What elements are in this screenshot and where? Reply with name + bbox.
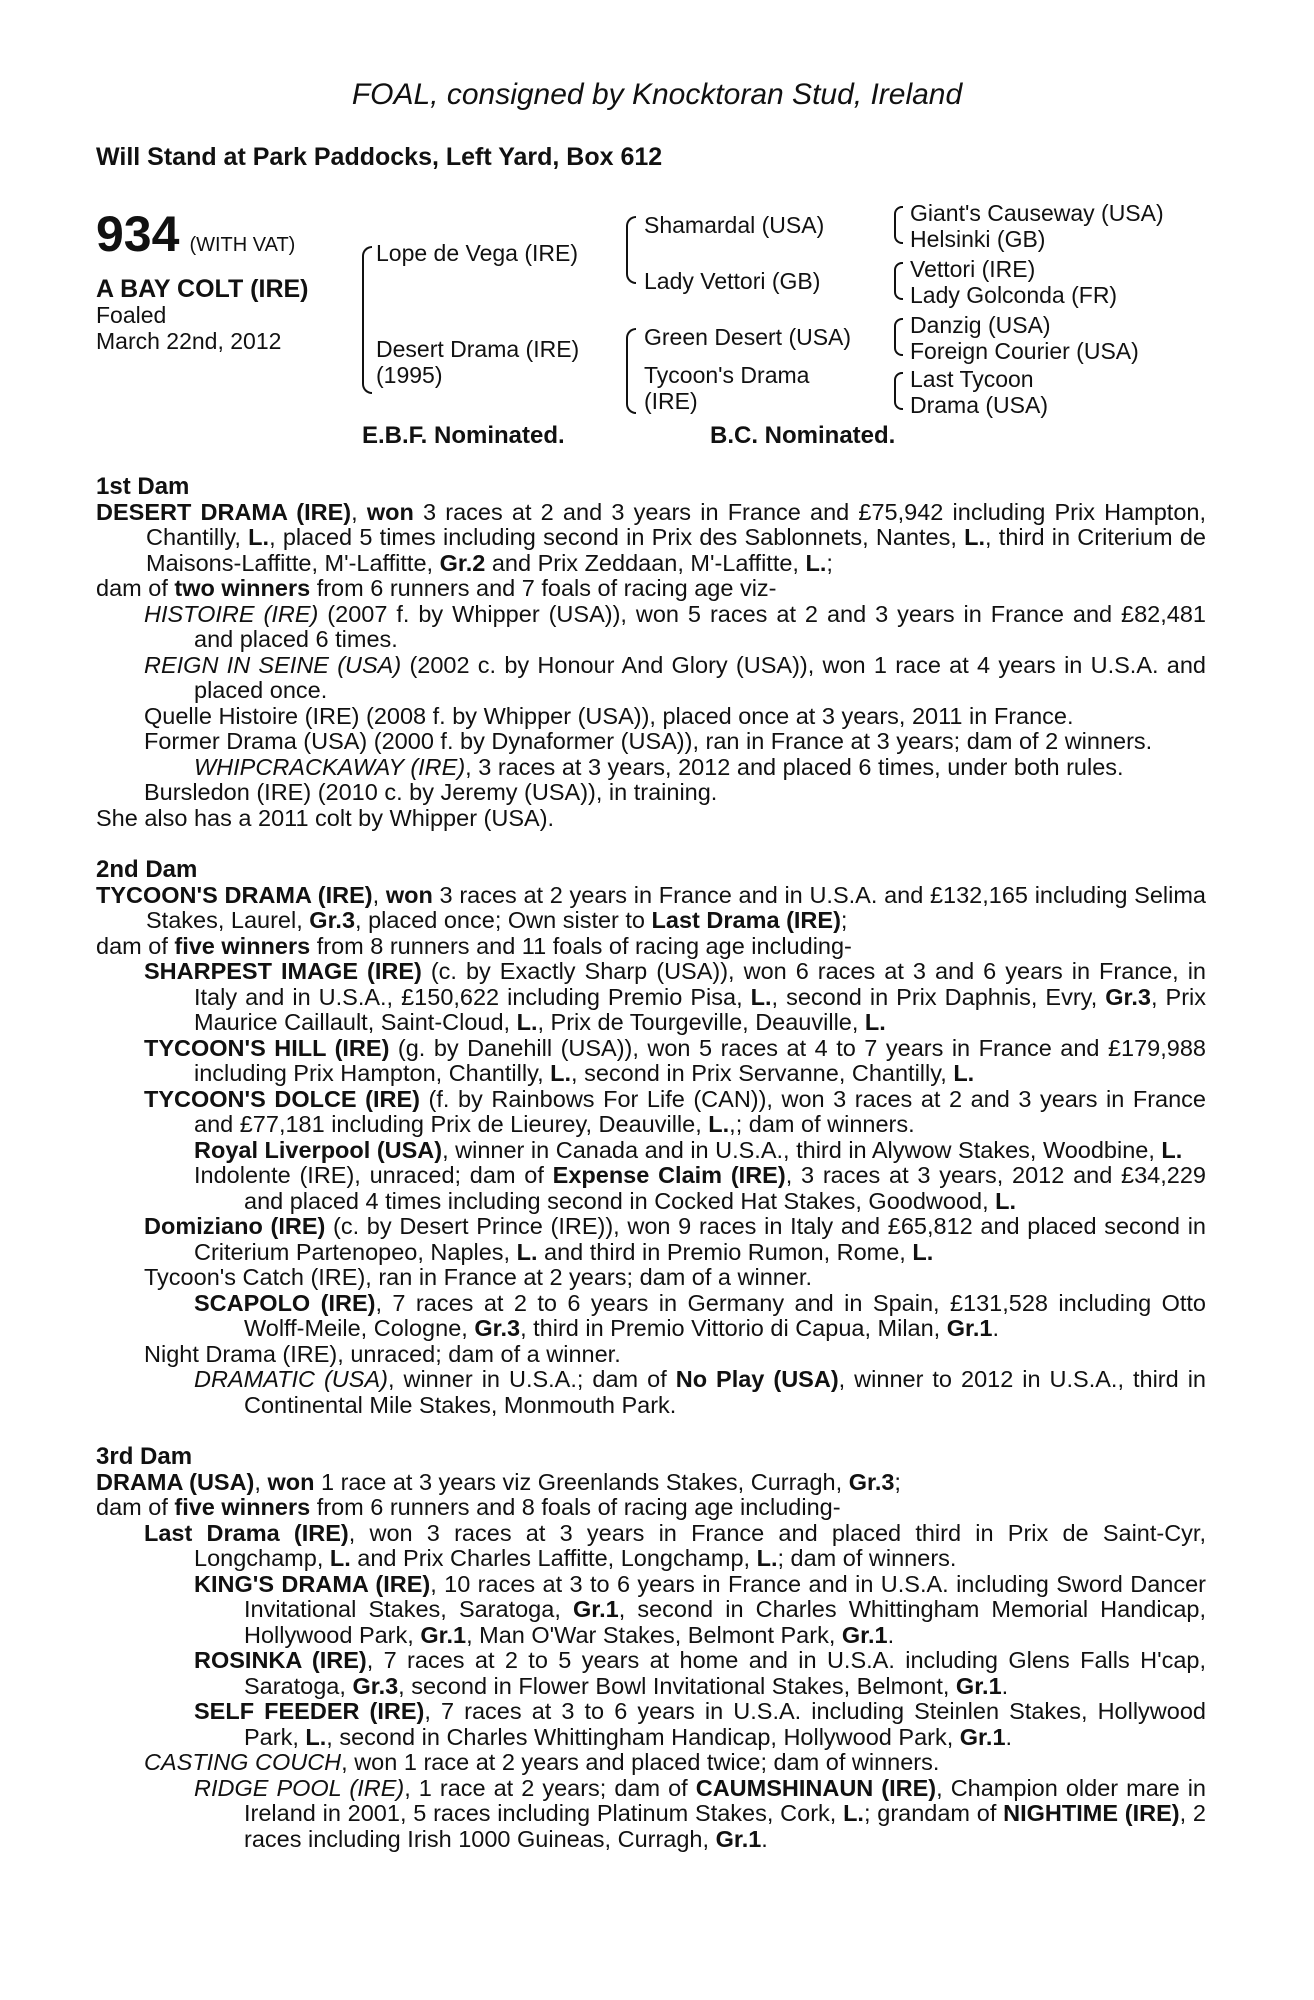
ebf-nominated: E.B.F. Nominated.	[362, 422, 565, 449]
produce-entry: Night Drama (IRE), unraced; dam of a winner.	[144, 1340, 621, 1367]
pedigree-dds: Last Tycoon	[910, 366, 1034, 392]
catalogue-body	[96, 474, 1206, 1852]
pedigree-dam-year: (1995)	[376, 362, 443, 388]
produce-entry: SHARPEST IMAGE (IRE) (c. by Exactly Sharp (USA)), won 6 races at 3 and 6 years in France, in Italy and in U.S.A., £150,622 including Premio Pisa, L., second in Prix Daphnis, Evry, Gr.3, Prix Maurice Caillault, Saint-Cloud, L., Prix de Tourgeville, Deauville, L.	[144, 958, 1207, 1035]
produce-entry: CASTING COUCH, won 1 race at 2 years and placed twice; dam of winners.	[144, 1749, 940, 1775]
brace-sire-parents	[626, 216, 636, 284]
dam-entry: TYCOON'S DRAMA (IRE), won 3 races at 2 years in France and in U.S.A. and £132,165 including Selima Stakes, Laurel, Gr.3, placed once; Own sister to Last Drama (IRE);	[96, 881, 1206, 933]
produce-entry: TYCOON'S DOLCE (IRE) (f. by Rainbows For Life (CAN)), won 3 races at 2 and 3 years in France and £77,181 including Prix de Lieurey, Deauville, L.,; dam of winners.	[144, 1085, 1206, 1137]
pedigree-dsd: Foreign Courier (USA)	[910, 338, 1139, 364]
produce-entry: SCAPOLO (IRE), 7 races at 2 to 6 years in Germany and in Spain, £131,528 including Otto Wolff-Meile, Cologne, Gr.3, third in Premio Vittorio di Capua, Milan, Gr.1.	[194, 1289, 1207, 1341]
produce-note: She also has a 2011 colt by Whipper (USA).	[96, 804, 555, 831]
section-heading: 3rd Dam	[96, 1443, 193, 1470]
page-title: FOAL, consigned by Knocktoran Stud, Ireland	[351, 78, 963, 111]
produce-entry: REIGN IN SEINE (USA) (2002 c. by Honour And Glory (USA)), won 1 race at 4 years in U.S.A. and placed once.	[144, 651, 1206, 703]
vat-note: (WITH VAT)	[189, 234, 296, 256]
produce-entry: ROSINKA (IRE), 7 races at 2 to 5 years at home and in U.S.A. including Glens Falls H'cap, Saratoga, Gr.3, second in Flower Bowl Invitational Stakes, Belmont, Gr.1.	[194, 1647, 1206, 1699]
pedigree-dam: Desert Drama (IRE)	[376, 336, 580, 362]
produce-entry: Royal Liverpool (USA), winner in Canada and in U.S.A., third in Alywow Stakes, Woodbine, L.	[194, 1136, 1183, 1163]
pedigree-sdd: Lady Golconda (FR)	[910, 282, 1118, 308]
brace-g2	[894, 262, 903, 300]
pedigree-sire-dam: Lady Vettori (GB)	[644, 268, 821, 294]
pedigree-sds: Vettori (IRE)	[910, 256, 1036, 282]
produce-entry: Last Drama (IRE), won 3 races at 3 years in France and placed third in Prix de Saint-Cyr, Longchamp, L. and Prix Charles Laffitte, Longchamp, L.; dam of winners.	[144, 1519, 1206, 1571]
dam-summary: dam of five winners from 8 runners and 11 foals of racing age including-	[96, 932, 852, 959]
produce-entry: Indolente (IRE), unraced; dam of Expense Claim (IRE), 3 races at 3 years, 2012 and £34,229 and placed 4 times including second in Cocked Hat Stakes, Goodwood, L.	[194, 1162, 1206, 1214]
pedigree-ssd: Helsinki (GB)	[910, 226, 1046, 252]
produce-entry: Domiziano (IRE) (c. by Desert Prince (IRE)), won 9 races in Italy and £65,812 and placed second in Criterium Partenopeo, Naples, L. and third in Premio Rumon, Rome, L.	[144, 1213, 1206, 1265]
dam-entry: DESERT DRAMA (IRE), won 3 races at 2 and 3 years in France and £75,942 including Prix Hampton, Chantilly, L., placed 5 times including second in Prix des Sablonnets, Nantes, L., third in Criterium de Maisons-Laffitte, M'-Laffitte, Gr.2 and Prix Zeddaan, M'-Laffitte, L.;	[96, 498, 1207, 576]
produce-entry: Tycoon's Catch (IRE), ran in France at 2 years; dam of a winner.	[144, 1264, 812, 1290]
produce-entry: SELF FEEDER (IRE), 7 races at 3 to 6 years in U.S.A. including Steinlen Stakes, Hollywood Park, L., second in Charles Whittingham Handicap, Hollywood Park, Gr.1.	[194, 1698, 1206, 1750]
produce-entry: KING'S DRAMA (IRE), 10 races at 3 to 6 years in France and in U.S.A. including Sword Dancer Invitational Stakes, Saratoga, Gr.1, second in Charles Whittingham Memorial Handicap, Hollywood Park, Gr.1, Man O'War Stakes, Belmont Park, Gr.1.	[194, 1570, 1206, 1648]
pedigree-dam-sire: Green Desert (USA)	[644, 324, 852, 350]
pedigree-dss: Danzig (USA)	[910, 312, 1051, 338]
lot-number	[96, 205, 295, 263]
brace-g3	[894, 318, 903, 356]
pedigree-sire: Lope de Vega (IRE)	[376, 240, 579, 266]
produce-entry: HISTOIRE (IRE) (2007 f. by Whipper (USA)), won 5 races at 2 and 3 years in France and £82,481 and placed 6 times.	[144, 600, 1206, 652]
bc-nominated: B.C. Nominated.	[710, 422, 896, 449]
pedigree-dam-dam: Tycoon's Drama	[644, 362, 810, 388]
lot-number-value: 934	[96, 206, 180, 262]
pedigree-sire-sire: Shamardal (USA)	[644, 212, 825, 238]
produce-entry: Quelle Histoire (IRE) (2008 f. by Whipper (USA)), placed once at 3 years, 2011 in France.	[144, 702, 1074, 729]
section-heading: 2nd Dam	[96, 856, 198, 883]
pedigree-dam-dam-suffix: (IRE)	[644, 388, 698, 414]
produce-entry: DRAMATIC (USA), winner in U.S.A.; dam of No Play (USA), winner to 2012 in U.S.A., third in Continental Mile Stakes, Monmouth Park.	[194, 1366, 1206, 1418]
section-heading: 1st Dam	[96, 473, 190, 500]
dam-entry: DRAMA (USA), won 1 race at 3 years viz Greenlands Stakes, Curragh, Gr.3;	[96, 1468, 901, 1495]
dam-summary: dam of two winners from 6 runners and 7 foals of racing age viz-	[96, 575, 777, 601]
brace-dam-parents	[626, 328, 636, 414]
pedigree-ddd: Drama (USA)	[910, 392, 1049, 418]
produce-entry: RIDGE POOL (IRE), 1 race at 2 years; dam of CAUMSHINAUN (IRE), Champion older mare in Ireland in 2001, 5 races including Platinum Stakes, Cork, L.; grandam of NIGHTIME (IRE), 2 races including Irish 1000 Guineas, Curragh, Gr.1.	[194, 1774, 1206, 1852]
foaled-date: March 22nd, 2012	[96, 328, 282, 354]
foaled-label: Foaled	[96, 302, 167, 328]
horse-name: A BAY COLT (IRE)	[96, 275, 309, 303]
brace-g4	[894, 372, 903, 410]
produce-entry: Former Drama (USA) (2000 f. by Dynaformer (USA)), ran in France at 3 years; dam of 2 winners.	[144, 728, 1153, 754]
pedigree-sss: Giant's Causeway (USA)	[910, 200, 1164, 226]
stand-location: Will Stand at Park Paddocks, Left Yard, Box 612	[96, 143, 663, 171]
produce-entry: WHIPCRACKAWAY (IRE), 3 races at 3 years, 2012 and placed 6 times, under both rules.	[194, 753, 1124, 780]
produce-entry: TYCOON'S HILL (IRE) (g. by Danehill (USA)), won 5 races at 4 to 7 years in France and £179,988 including Prix Hampton, Chantilly, L., second in Prix Servanne, Chantilly, L.	[144, 1034, 1206, 1086]
produce-entry: Bursledon (IRE) (2010 c. by Jeremy (USA)), in training.	[144, 779, 718, 805]
brace-sire-dam	[362, 246, 372, 394]
brace-g1	[894, 206, 903, 244]
dam-summary: dam of five winners from 6 runners and 8 foals of racing age including-	[96, 1494, 841, 1520]
